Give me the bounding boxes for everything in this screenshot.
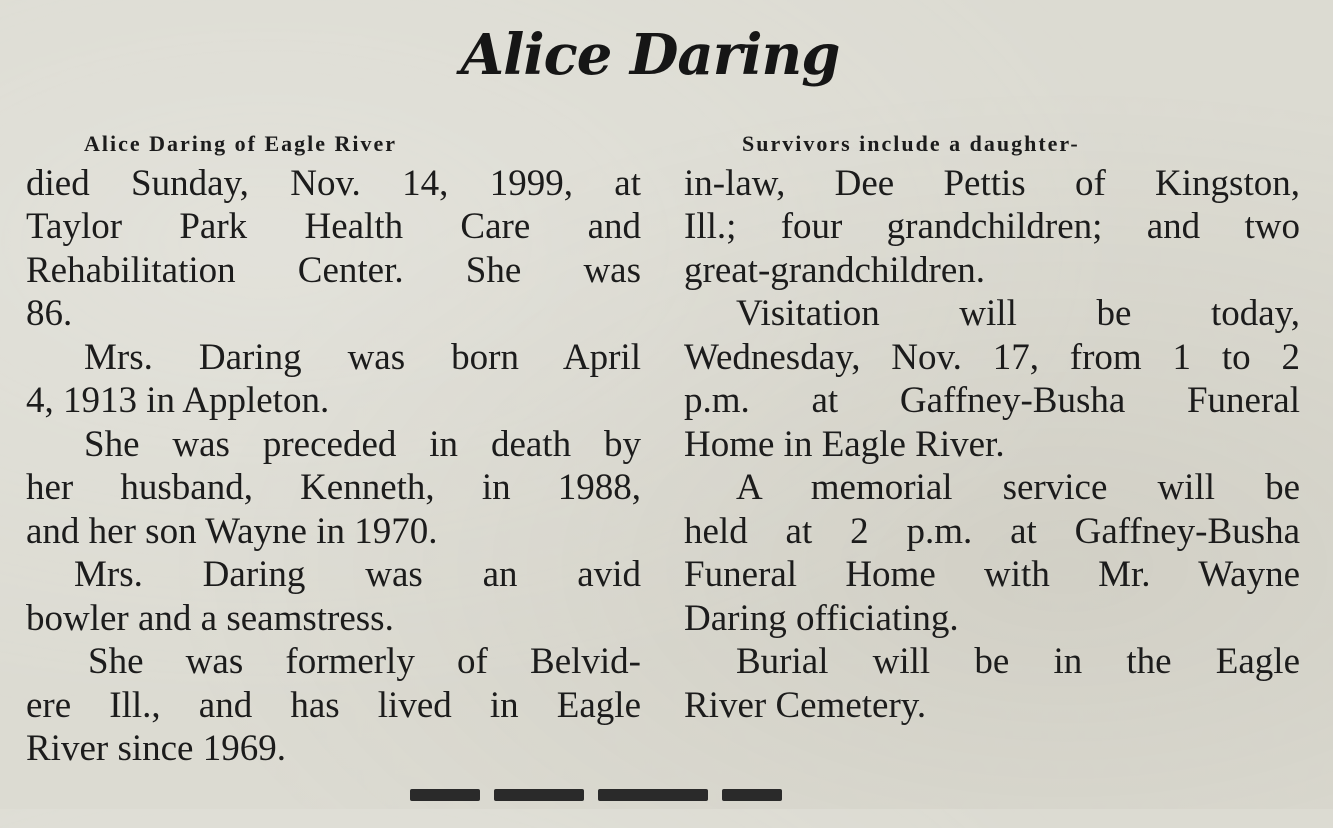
text-line: Home in Eagle River. bbox=[684, 423, 1005, 465]
paragraph-visitation bbox=[684, 292, 1300, 466]
text-line: in-law, Dee Pettis of Kingston, bbox=[684, 162, 1300, 204]
text-line: Ill.; four grandchildren; and two bbox=[684, 206, 1300, 247]
paragraph-hobbies bbox=[26, 553, 641, 640]
text-line: River since 1969. bbox=[26, 728, 286, 769]
paragraph-death-notice bbox=[26, 118, 641, 336]
text-line: great-grandchildren. bbox=[684, 249, 985, 291]
text-line: Funeral Home with Mr. Wayne bbox=[684, 554, 1300, 595]
paragraph-birth bbox=[26, 336, 641, 423]
text-line: p.m. at Gaffney-Busha Funeral bbox=[684, 380, 1300, 421]
text-line: 4, 1913 in Appleton. bbox=[26, 380, 330, 421]
text-line: ere Ill., and has lived in Eagle bbox=[26, 684, 641, 726]
text-line: 86. bbox=[26, 293, 73, 334]
text-line: died Sunday, Nov. 14, 1999, at bbox=[26, 162, 641, 204]
text-line: Taylor Park Health Care and bbox=[26, 206, 641, 247]
text-line: She was formerly of Belvid- bbox=[88, 641, 641, 682]
text-line: River Cemetery. bbox=[684, 684, 927, 726]
paragraph-residence bbox=[26, 640, 641, 771]
right-column bbox=[684, 118, 1300, 727]
text-line: Daring officiating. bbox=[684, 597, 959, 639]
paragraph-survivors bbox=[684, 118, 1300, 292]
text-line: Burial will be in the Eagle bbox=[736, 641, 1300, 682]
text-line: and her son Wayne in 1970. bbox=[26, 510, 438, 552]
paragraph-burial bbox=[684, 640, 1300, 727]
text-line: Mrs. Daring was born April bbox=[84, 336, 641, 378]
next-article-cutoff bbox=[410, 788, 1010, 828]
paragraph-preceded bbox=[26, 423, 641, 554]
lead-line: Alice Daring of Eagle River bbox=[84, 131, 398, 156]
text-line: Mrs. Daring was an avid bbox=[74, 554, 641, 595]
left-column bbox=[26, 118, 641, 771]
lead-line: Survivors include a daughter- bbox=[742, 131, 1080, 156]
text-line: A memorial service will be bbox=[736, 467, 1300, 508]
text-line: She was preceded in death by bbox=[84, 423, 641, 465]
text-line: her husband, Kenneth, in 1988, bbox=[26, 467, 641, 508]
text-line: Visitation will be today, bbox=[736, 293, 1300, 334]
obituary-title: Alice Daring bbox=[460, 22, 840, 88]
paragraph-memorial bbox=[684, 466, 1300, 640]
text-line: bowler and a seamstress. bbox=[26, 597, 394, 639]
text-line: Rehabilitation Center. She was bbox=[26, 249, 641, 291]
text-line: Wednesday, Nov. 17, from 1 to 2 bbox=[684, 336, 1300, 378]
text-line: held at 2 p.m. at Gaffney-Busha bbox=[684, 510, 1300, 552]
